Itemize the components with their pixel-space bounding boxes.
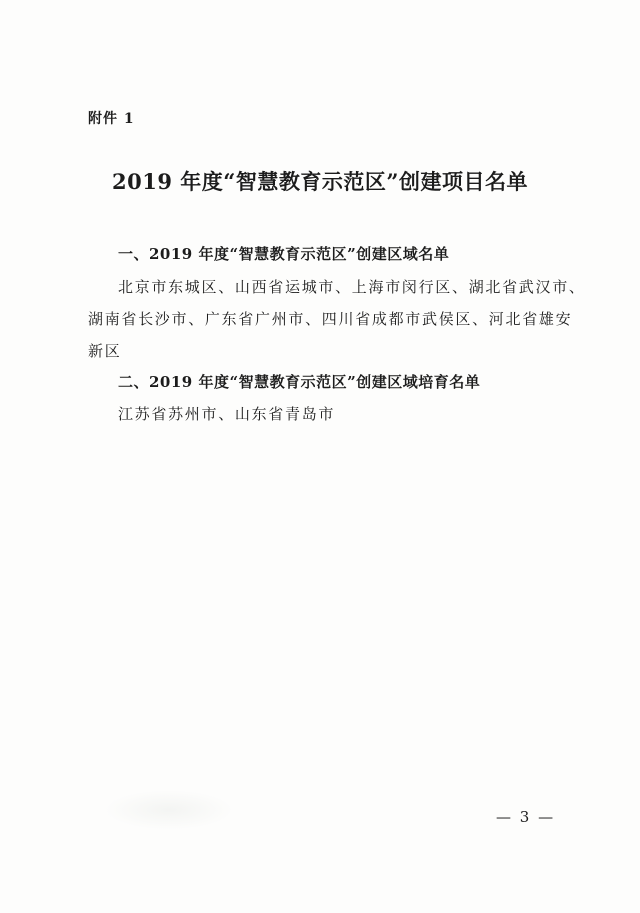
section-1-line-3: 新区 <box>88 342 122 360</box>
attachment-label: 附件 1 <box>88 111 135 127</box>
section-2-line-1: 江苏省苏州市、山东省青岛市 <box>118 405 336 423</box>
section-heading-2: 二、2019 年度“智慧教育示范区”创建区域培育名单 <box>118 373 481 391</box>
document-title: 2019 年度“智慧教育示范区”创建项目名单 <box>112 169 528 194</box>
section-1-line-2: 湖南省长沙市、广东省广州市、四川省成都市武侯区、河北省雄安 <box>88 310 573 328</box>
section-1-line-1: 北京市东城区、山西省运城市、上海市闵行区、湖北省武汉市、 <box>118 278 586 296</box>
section-heading-1: 一、2019 年度“智慧教育示范区”创建区域名单 <box>118 245 450 263</box>
page-number: — 3 — <box>496 808 556 826</box>
faint-seal-mark <box>104 790 234 830</box>
